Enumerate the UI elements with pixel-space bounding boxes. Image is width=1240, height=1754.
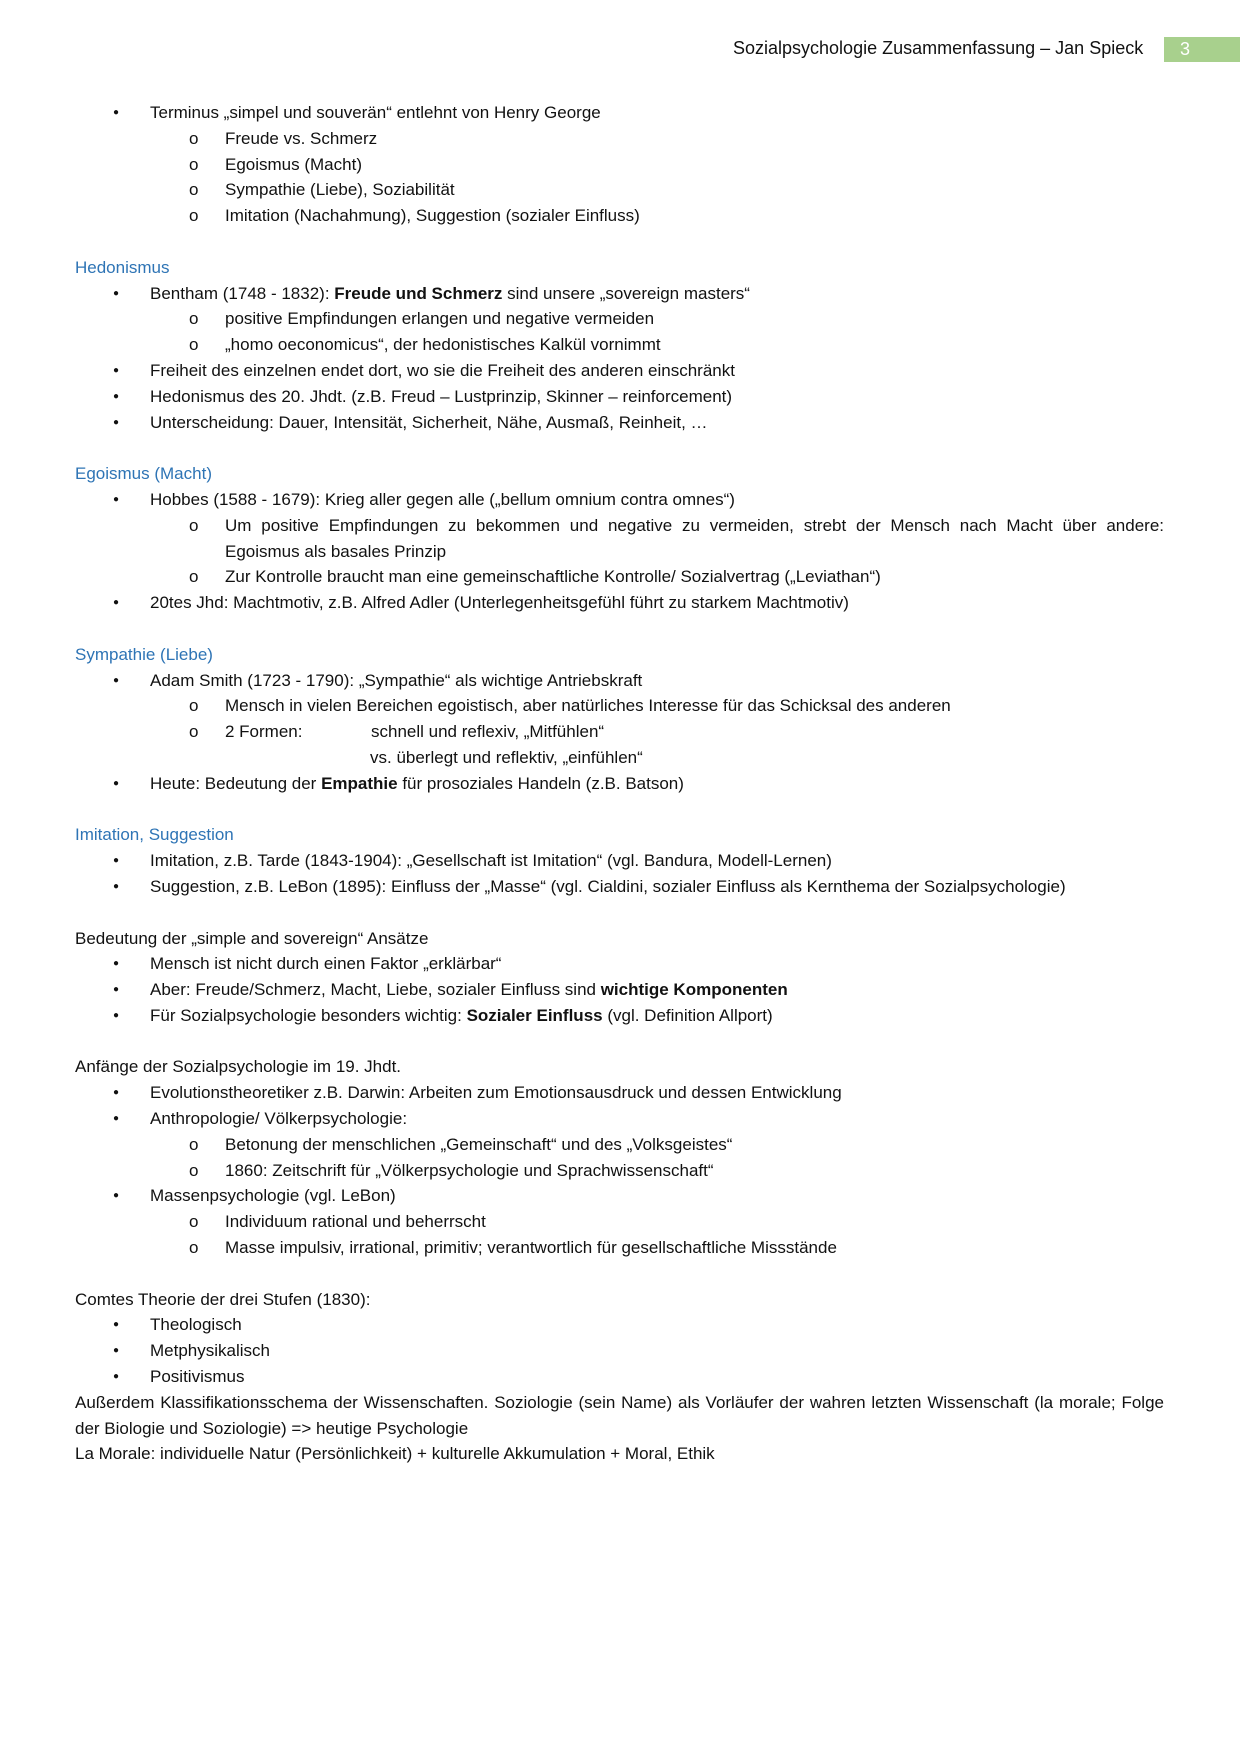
- heading-sympathie: Sympathie (Liebe): [75, 644, 213, 664]
- header-title: Sozialpsychologie Zusammenfassung – Jan Spieck: [733, 38, 1144, 58]
- paragraph-title: Bedeutung der „simple and sovereign“ Ansätze: [75, 928, 429, 948]
- heading-imitation: Imitation, Suggestion: [75, 825, 234, 845]
- paragraph-title: Anfänge der Sozialpsychologie im 19. Jhdt.: [75, 1057, 402, 1077]
- sub-list-item: o Masse impulsiv, irrational, primitiv; verantwortlich für gesellschaftliche Missstände: [75, 1235, 1164, 1261]
- list-item: ● Metphysikalisch: [75, 1338, 1164, 1364]
- list-item: ● Hobbes (1588 - 1679): Krieg aller gegen alle („bellum omnium contra omnes“): [75, 487, 1164, 513]
- sub-list-item: o Individuum rational und beherrscht: [75, 1209, 1164, 1235]
- list-item: ● Freiheit des einzelnen endet dort, wo sie die Freiheit des anderen einschränkt: [75, 358, 1164, 384]
- heading-hedonismus: Hedonismus: [75, 257, 170, 277]
- page-number: 3: [1164, 37, 1240, 62]
- sub-list-item: o Freude vs. Schmerz: [75, 126, 1164, 152]
- list-item: ● Hedonismus des 20. Jhdt. (z.B. Freud – Lustprinzip, Skinner – reinforcement): [75, 384, 1164, 410]
- list-item: ● Positivismus: [75, 1364, 1164, 1390]
- document-body: [75, 100, 1164, 1467]
- sub-list-item: o Sympathie (Liebe), Soziabilität: [75, 177, 1164, 203]
- list-item: ● Mensch ist nicht durch einen Faktor „erklärbar“: [75, 951, 1164, 977]
- list-item: ● 20tes Jhd: Machtmotiv, z.B. Alfred Adler (Unterlegenheitsgefühl führt zu starkem Machtmotiv): [75, 590, 1164, 616]
- paragraph: Außerdem Klassifikationsschema der Wissenschaften. Soziologie (sein Name) als Vorläufer der wahren letzten Wissenschaft (la morale; Folge der Biologie und Soziologie) => heutige Psychologie: [75, 1392, 1164, 1438]
- sub-list-item: o Mensch in vielen Bereichen egoistisch, aber natürliches Interesse für das Schicksal des anderen: [75, 693, 1164, 719]
- heading-egoismus: Egoismus (Macht): [75, 464, 212, 484]
- list-item: ● Imitation, z.B. Tarde (1843-1904): „Gesellschaft ist Imitation“ (vgl. Bandura, Modell-Lernen): [75, 848, 1164, 874]
- sub-list-item: o 1860: Zeitschrift für „Völkerpsychologie und Sprachwissenschaft“: [75, 1158, 1164, 1184]
- list-item: ● Bentham (1748 - 1832): Freude und Schmerz sind unsere „sovereign masters“: [75, 281, 1164, 307]
- sub-list-item: o Um positive Empfindungen zu bekommen und negative zu vermeiden, strebt der Mensch nach Macht über andere: Egoismus als basales Prinzip: [75, 513, 1164, 565]
- list-item: ● Aber: Freude/Schmerz, Macht, Liebe, sozialer Einfluss sind wichtige Komponenten: [75, 977, 1164, 1003]
- sub-list-item: o Egoismus (Macht): [75, 152, 1164, 178]
- list-item: ● Für Sozialpsychologie besonders wichtig: Sozialer Einfluss (vgl. Definition Allport): [75, 1003, 1164, 1029]
- paragraph-title: Comtes Theorie der drei Stufen (1830):: [75, 1289, 371, 1309]
- list-item: ● Suggestion, z.B. LeBon (1895): Einfluss der „Masse“ (vgl. Cialdini, sozialer Einfluss als Kernthema der Sozialpsychologie): [75, 874, 1164, 900]
- list-item: ● Massenpsychologie (vgl. LeBon): [75, 1183, 1164, 1209]
- sub-list-item: o Zur Kontrolle braucht man eine gemeinschaftliche Kontrolle/ Sozialvertrag („Leviathan“): [75, 564, 1164, 590]
- paragraph: La Morale: individuelle Natur (Persönlichkeit) + kulturelle Akkumulation + Moral, Ethik: [75, 1444, 715, 1464]
- sub-list-item: o Imitation (Nachahmung), Suggestion (sozialer Einfluss): [75, 203, 1164, 229]
- list-item: ● Anthropologie/ Völkerpsychologie:: [75, 1106, 1164, 1132]
- list-item: ● Adam Smith (1723 - 1790): „Sympathie“ als wichtige Antriebskraft: [75, 668, 1164, 694]
- list-item: ● Theologisch: [75, 1312, 1164, 1338]
- sub-list-item: o „homo oeconomicus“, der hedonistisches Kalkül vornimmt: [75, 332, 1164, 358]
- sub-list-item: o 2 Formen: schnell und reflexiv, „Mitfühlen“: [75, 719, 1164, 745]
- sub-list-continuation: vs. überlegt und reflektiv, „einfühlen“: [370, 747, 643, 767]
- list-item: ● Evolutionstheoretiker z.B. Darwin: Arbeiten zum Emotionsausdruck und dessen Entwicklung: [75, 1080, 1164, 1106]
- list-item: ● Unterscheidung: Dauer, Intensität, Sicherheit, Nähe, Ausmaß, Reinheit, …: [75, 410, 1164, 436]
- sub-list-item: o Betonung der menschlichen „Gemeinschaft“ und des „Volksgeistes“: [75, 1132, 1164, 1158]
- list-item: ● Heute: Bedeutung der Empathie für prosoziales Handeln (z.B. Batson): [75, 771, 1164, 797]
- list-item: ● Terminus „simpel und souverän“ entlehnt von Henry George: [75, 100, 1164, 126]
- sub-list-item: o positive Empfindungen erlangen und negative vermeiden: [75, 306, 1164, 332]
